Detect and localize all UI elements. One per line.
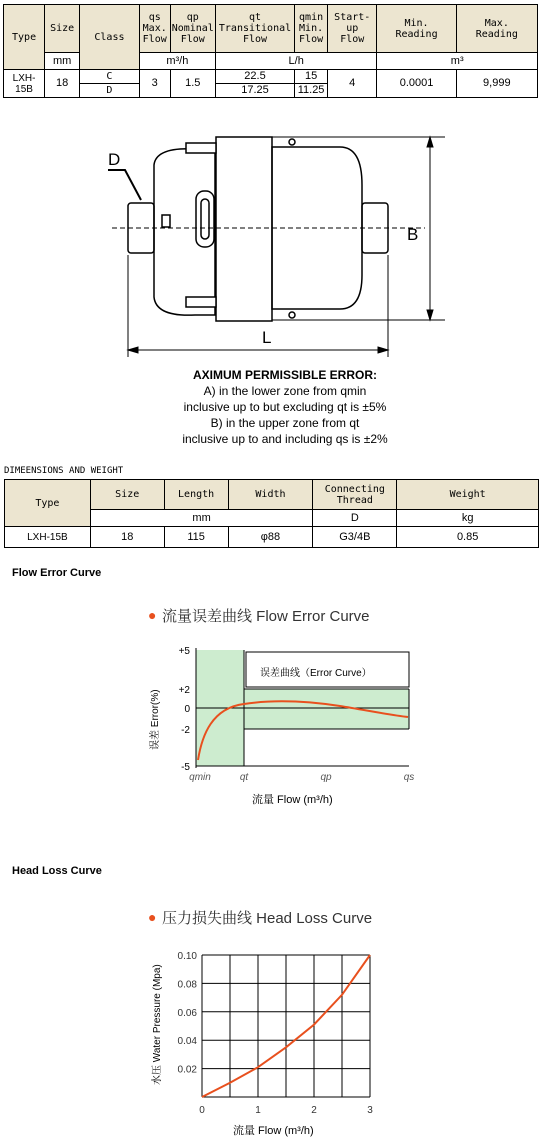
error-line-b1: B) in the upper zone from qt xyxy=(210,416,360,430)
cell-qmin-c: 15 xyxy=(295,70,328,84)
cell-qt-d: 17.25 xyxy=(215,84,294,98)
flow-error-ytick-label: -5 xyxy=(181,762,190,773)
cell-max-reading: 9,999 xyxy=(456,70,537,98)
cell-type: LXH-15B xyxy=(4,70,45,98)
flow-error-chart xyxy=(140,600,420,810)
dims-cell-size: 18 xyxy=(90,527,164,548)
head-loss-ylabel: 水压 Water Pressure (Mpa) xyxy=(152,964,163,1085)
head-loss-chart-title: 压力损失曲线 Head Loss Curve xyxy=(162,910,373,927)
dims-th-type: Type xyxy=(5,480,91,527)
dims-caption: DIMEENSIONS AND WEIGHT xyxy=(4,466,124,476)
label-b: B xyxy=(407,225,419,244)
head-loss-xtick-label: 0 xyxy=(199,1105,205,1116)
cell-qmin-d: 11.25 xyxy=(295,84,328,98)
flow-error-ylabel: 误差 Error(%) xyxy=(150,689,161,750)
error-line-a1: A) in the lower zone from qmin xyxy=(203,384,367,398)
head-loss-xtick-label: 3 xyxy=(367,1105,373,1116)
dims-th-size: Size xyxy=(90,480,164,510)
unit-reading: m³ xyxy=(377,53,538,70)
th-qp: qp Nominal Flow xyxy=(170,5,215,53)
cell-class-d: D xyxy=(80,84,140,98)
th-max-reading: Max. Reading xyxy=(456,5,537,53)
meter-body xyxy=(154,149,215,315)
error-title: AXIMUM PERMISSIBLE ERROR: xyxy=(192,368,377,382)
error-line-a2: inclusive up to but excluding qt is ±5% xyxy=(183,400,387,414)
head-loss-xlabel: 流量 Flow (m³/h) xyxy=(233,1125,314,1137)
head-loss-ytick-label: 0.04 xyxy=(177,1036,197,1048)
cell-qp: 1.5 xyxy=(170,70,215,98)
unit-size: mm xyxy=(45,53,80,70)
dims-cell-thread: G3/4B xyxy=(313,527,397,548)
cell-qt-c: 22.5 xyxy=(215,70,294,84)
flow-error-xtick-label: qt xyxy=(239,772,249,783)
flow-error-ytick-label: +2 xyxy=(178,685,190,696)
label-l: L xyxy=(262,328,272,347)
head-loss-ytick-label: 0.10 xyxy=(177,951,197,962)
label-d: D xyxy=(108,150,121,169)
dims-cell-weight: 0.85 xyxy=(397,527,539,548)
dims-th-weight: Weight xyxy=(397,480,539,510)
dims-cell-type: LXH-15B xyxy=(5,527,91,548)
head-loss-ytick-label: 0.06 xyxy=(177,1007,197,1019)
meter-drawing xyxy=(0,125,545,360)
head-loss-ytick-label: 0.02 xyxy=(177,1064,197,1076)
error-line-b2: inclusive up to and including qs is ±2% xyxy=(182,432,388,446)
th-qmin: qmin Min. Flow xyxy=(295,5,328,53)
flow-error-ytick-label: +5 xyxy=(178,646,190,657)
dims-unit-thread: D xyxy=(313,510,397,527)
th-size: Size xyxy=(45,5,80,53)
dims-unit-mm: mm xyxy=(90,510,313,527)
dims-th-width: Width xyxy=(228,480,313,510)
meter-register xyxy=(216,137,272,321)
cell-class-c: C xyxy=(80,70,140,84)
flow-error-xtick-label: qp xyxy=(320,772,332,783)
dims-cell-length: 115 xyxy=(164,527,228,548)
th-qs: qs Max. Flow xyxy=(139,5,170,53)
th-qt: qt Transitional Flow xyxy=(215,5,294,53)
flow-error-ytick-label: -2 xyxy=(181,725,190,736)
dims-table xyxy=(4,479,539,548)
cell-min-reading: 0.0001 xyxy=(377,70,456,98)
cell-startup: 4 xyxy=(328,70,377,98)
head-loss-bullet: ● xyxy=(148,909,157,925)
dims-cell-width: φ88 xyxy=(228,527,313,548)
head-loss-section-title: Head Loss Curve xyxy=(12,865,102,877)
th-startup: Start- up Flow xyxy=(328,5,377,53)
head-loss-xtick-label: 2 xyxy=(311,1105,317,1116)
dims-unit-weight: kg xyxy=(397,510,539,527)
head-loss-ytick-label: 0.08 xyxy=(177,979,197,991)
th-min-reading: Min. Reading xyxy=(377,5,456,53)
unit-flow-m3h: m³/h xyxy=(139,53,215,70)
cell-qs: 3 xyxy=(139,70,170,98)
th-type: Type xyxy=(4,5,45,70)
cell-size: 18 xyxy=(45,70,80,98)
unit-flow-lh: L/h xyxy=(215,53,377,70)
error-legend-label: 误差曲线（Error Curve） xyxy=(260,668,372,679)
flow-error-chart-title: 流量误差曲线 Flow Error Curve xyxy=(162,608,370,625)
th-class: Class xyxy=(80,5,140,70)
flow-error-xtick-label: qs xyxy=(403,772,415,783)
error-text-block xyxy=(150,367,420,447)
zone-upper xyxy=(244,689,409,729)
flow-error-xtick-label: qmin xyxy=(189,772,211,783)
head-loss-chart xyxy=(140,900,415,1140)
flow-error-xlabel: 流量 Flow (m³/h) xyxy=(252,794,333,806)
flow-error-ytick-label: 0 xyxy=(184,704,190,715)
flow-error-bullet: ● xyxy=(148,607,157,623)
head-loss-xtick-label: 1 xyxy=(255,1105,261,1116)
flow-error-section-title: Flow Error Curve xyxy=(12,567,102,579)
spec-table xyxy=(3,4,538,98)
dims-th-length: Length xyxy=(164,480,228,510)
dims-th-thread: Connecting Thread xyxy=(313,480,397,510)
